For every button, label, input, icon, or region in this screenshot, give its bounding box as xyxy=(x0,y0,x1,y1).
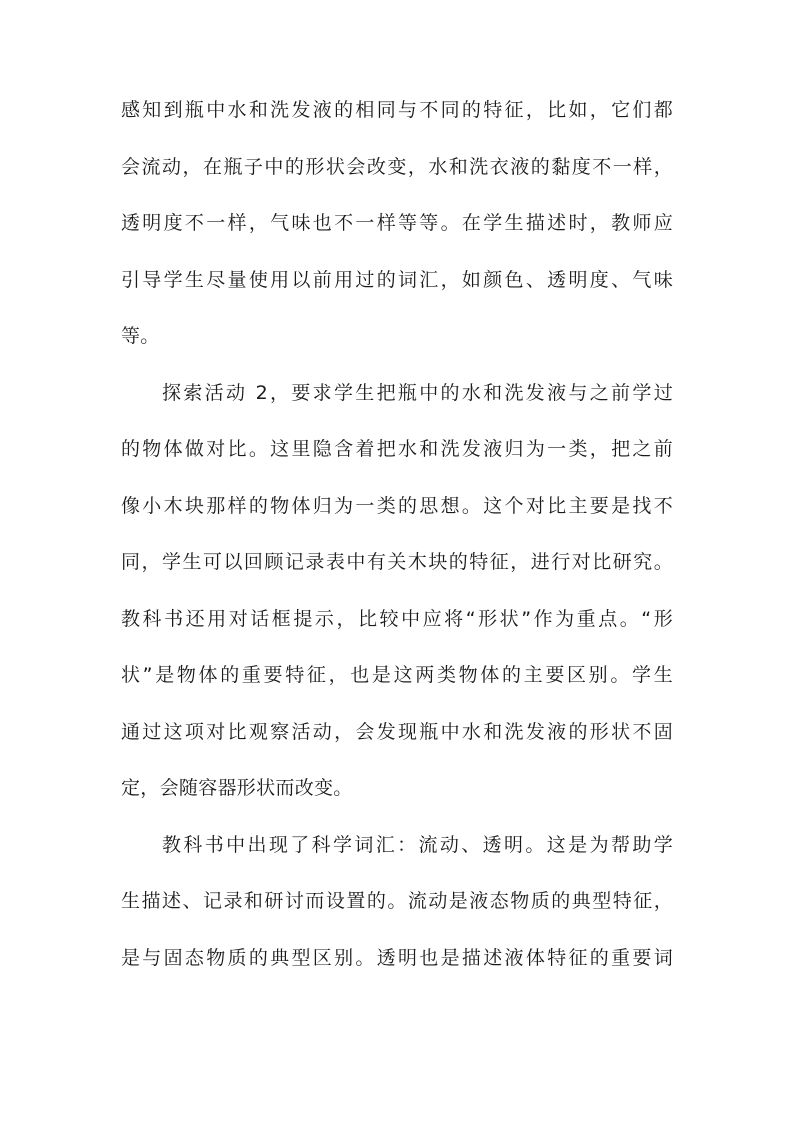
paragraph-1-line-2: 会流动，在瓶子中的形状会改变，水和洗衣液的黏度不一样， xyxy=(121,155,673,178)
paragraph-1-line-5: 等。 xyxy=(121,325,160,347)
paragraph-1-line-3: 透明度不一样，气味也不一样等等。在学生描述时，教师应 xyxy=(121,212,673,234)
paragraph-2-line-1: 探索活动 2，要求学生把瓶中的水和洗发液与之前学过 xyxy=(162,381,673,404)
paragraph-1-line-4: 引导学生尽量使用以前用过的词汇，如颜色、透明度、气味 xyxy=(121,268,673,291)
paragraph-2-line-2: 的物体做对比。这里隐含着把水和洗发液归为一类，把之前 xyxy=(121,438,673,460)
paragraph-2-line-7: 通过这项对比观察活动，会发现瓶中水和洗发液的形状不固 xyxy=(121,720,673,743)
paragraph-2-line-5: 教科书还用对话框提示，比较中应将“形状”作为重点。“形 xyxy=(121,607,673,630)
document-body xyxy=(121,82,673,986)
paragraph-3-line-3: 是与固态物质的典型区别。透明也是描述液体特征的重要词 xyxy=(121,946,673,969)
paragraph-2-line-8: 定，会随容器形状而改变。 xyxy=(121,777,353,799)
paragraph-1-line-1: 感知到瓶中水和洗发液的相同与不同的特征，比如，它们都 xyxy=(121,99,673,121)
paragraph-2-line-6: 状”是物体的重要特征，也是这两类物体的主要区别。学生 xyxy=(121,664,673,686)
paragraph-2-line-3: 像小木块那样的物体归为一类的思想。这个对比主要是找不 xyxy=(121,494,673,517)
paragraph-3-line-2: 生描述、记录和研讨而设置的。流动是液态物质的典型特征， xyxy=(121,890,673,912)
paragraph-3-line-1: 教科书中出现了科学词汇：流动、透明。这是为帮助学 xyxy=(162,833,673,856)
paragraph-2-line-4: 同，学生可以回顾记录表中有关木块的特征，进行对比研究。 xyxy=(121,551,673,573)
